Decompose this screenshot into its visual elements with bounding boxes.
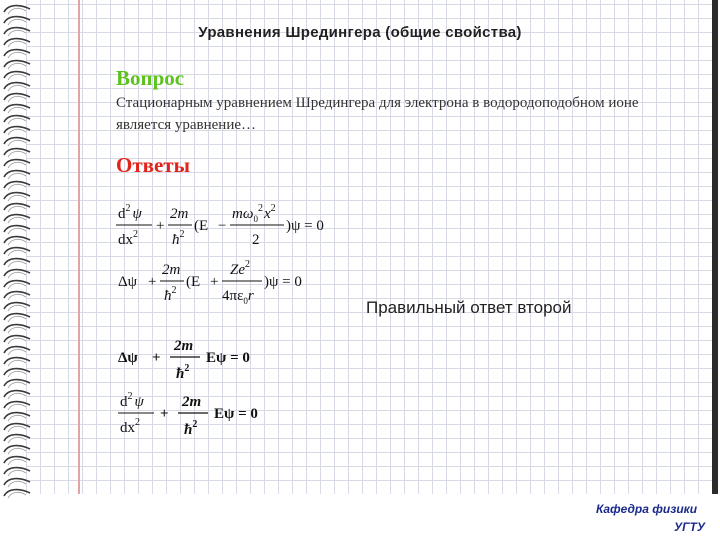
- spiral-ring: [4, 391, 30, 397]
- spiral-ring-highlight: [8, 404, 26, 410]
- svg-text:ħ2: $ħ^2$: [184, 419, 198, 438]
- question-text: Стационарным уравнением Шредингера для электрона в водородоподобном ионе является уравнение…: [116, 95, 639, 133]
- spiral-ring: [4, 292, 30, 298]
- spiral-ring: [4, 413, 30, 419]
- svg-text:mω02x2: $m\omega_0^2x^2$: [232, 203, 276, 224]
- spiral-ring: [4, 259, 30, 265]
- spiral-ring-highlight: [8, 283, 26, 289]
- spiral-ring-highlight: [8, 8, 26, 14]
- spiral-ring: [4, 116, 30, 122]
- spiral-ring-highlight: [8, 448, 26, 454]
- spiral-ring: [4, 314, 30, 320]
- spiral-ring: [4, 380, 30, 386]
- answers-heading: Ответы: [116, 153, 191, 177]
- spiral-ring-highlight: [8, 437, 26, 443]
- svg-text:+: +: [160, 406, 169, 422]
- spiral-ring-highlight: [8, 371, 26, 377]
- svg-text:−: −: [218, 218, 227, 234]
- spiral-ring: [4, 6, 30, 12]
- spiral-ring: [4, 347, 30, 353]
- spiral-ring: [4, 171, 30, 177]
- spiral-ring-highlight: [8, 162, 26, 168]
- question-heading: Вопрос: [116, 66, 185, 90]
- answer-equation-1: [112, 200, 342, 254]
- spiral-ring-highlight: [8, 85, 26, 91]
- spiral-ring: [4, 446, 30, 452]
- spiral-ring-highlight: [8, 140, 26, 146]
- spiral-ring: [4, 435, 30, 441]
- slide-title: Уравнения Шредингера (общие свойства): [198, 24, 522, 41]
- svg-text:d2ψ: $d^2$ ψ: [118, 203, 142, 222]
- spiral-ring-highlight: [8, 272, 26, 278]
- spiral-ring: [4, 61, 30, 67]
- spiral-ring-highlight: [8, 294, 26, 300]
- spiral-ring: [4, 424, 30, 430]
- svg-text:2m: 2m: [174, 338, 194, 354]
- spiral-ring: [4, 215, 30, 221]
- answer-equation-3: [112, 334, 312, 386]
- svg-text:ħ2: $ħ^2$: [164, 285, 177, 304]
- svg-text:2m: 2m: [162, 262, 181, 278]
- spiral-ring: [4, 281, 30, 287]
- svg-text:+: +: [156, 218, 165, 234]
- spiral-ring: [4, 457, 30, 463]
- spiral-ring-highlight: [8, 63, 26, 69]
- spiral-ring-highlight: [8, 118, 26, 124]
- correct-answer-note: Правильный ответ второй: [366, 298, 572, 317]
- spiral-ring-highlight: [8, 206, 26, 212]
- spiral-ring: [4, 336, 30, 342]
- spiral-ring-highlight: [8, 338, 26, 344]
- spiral-ring: [4, 17, 30, 23]
- spiral-ring: [4, 248, 30, 254]
- spiral-ring-highlight: [8, 316, 26, 322]
- svg-text:)ψ = 0: )ψ = 0: [264, 274, 302, 290]
- spiral-ring-highlight: [8, 305, 26, 311]
- svg-text:(E: (E: [194, 218, 209, 234]
- svg-text:dx2: $dx^2$: [118, 229, 138, 248]
- spiral-ring-highlight: [8, 426, 26, 432]
- spiral-ring: [4, 204, 30, 210]
- spiral-ring-highlight: [8, 382, 26, 388]
- svg-text:Ze2: Ze$^2$: [230, 259, 250, 278]
- svg-text:2m: 2m: [182, 394, 202, 410]
- spiral-ring: [4, 468, 30, 474]
- spiral-ring-highlight: [8, 217, 26, 223]
- spiral-ring: [4, 94, 30, 100]
- notebook-spiral: [0, 0, 34, 500]
- svg-text:+: +: [148, 274, 157, 290]
- spiral-ring-highlight: [8, 261, 26, 267]
- svg-text:Eψ = 0: Eψ = 0: [214, 406, 258, 422]
- spiral-ring-highlight: [8, 151, 26, 157]
- spiral-ring: [4, 479, 30, 485]
- spiral-ring: [4, 105, 30, 111]
- spiral-ring-highlight: [8, 327, 26, 333]
- spiral-ring: [4, 138, 30, 144]
- spiral-ring-highlight: [8, 481, 26, 487]
- spiral-ring-highlight: [8, 470, 26, 476]
- svg-text:2m: 2m: [170, 206, 189, 222]
- spiral-ring-highlight: [8, 52, 26, 58]
- spiral-ring: [4, 83, 30, 89]
- svg-text:Δψ: Δψ: [118, 350, 138, 366]
- spiral-ring: [4, 358, 30, 364]
- spiral-ring: [4, 226, 30, 232]
- spiral-ring-highlight: [8, 492, 26, 498]
- spiral-ring: [4, 149, 30, 155]
- spiral-ring-highlight: [8, 393, 26, 399]
- svg-text:Δψ: Δψ: [118, 274, 138, 290]
- svg-text:(E: (E: [186, 274, 201, 290]
- spiral-ring-highlight: [8, 195, 26, 201]
- svg-text:+: +: [210, 274, 219, 290]
- spiral-ring: [4, 182, 30, 188]
- svg-text:2: 2: [252, 232, 260, 248]
- spiral-ring: [4, 369, 30, 375]
- spiral-ring: [4, 160, 30, 166]
- spiral-ring: [4, 193, 30, 199]
- answer-equation-2: [112, 258, 342, 308]
- svg-text:+: +: [152, 350, 161, 366]
- footer-university: УГТУ: [674, 520, 705, 534]
- spiral-ring: [4, 72, 30, 78]
- margin-line: [78, 0, 80, 494]
- svg-text:Eψ = 0: Eψ = 0: [206, 350, 250, 366]
- spiral-ring: [4, 490, 30, 496]
- spiral-ring-highlight: [8, 415, 26, 421]
- spiral-ring-highlight: [8, 250, 26, 256]
- spiral-ring: [4, 127, 30, 133]
- spiral-ring-highlight: [8, 107, 26, 113]
- svg-text:d2ψ: $d^2$ ψ: [120, 391, 144, 410]
- svg-text:dx2: $dx^2$: [120, 417, 140, 436]
- spiral-ring: [4, 303, 30, 309]
- spiral-ring-highlight: [8, 459, 26, 465]
- spiral-ring-highlight: [8, 74, 26, 80]
- footer-department: Кафедра физики: [596, 502, 698, 516]
- spiral-ring: [4, 325, 30, 331]
- spiral-ring: [4, 402, 30, 408]
- spiral-ring: [4, 50, 30, 56]
- svg-text:)ψ = 0: )ψ = 0: [286, 218, 324, 234]
- spiral-ring-highlight: [8, 96, 26, 102]
- spiral-ring: [4, 237, 30, 243]
- answer-equation-4: [112, 388, 312, 442]
- spiral-ring-highlight: [8, 173, 26, 179]
- spiral-ring-highlight: [8, 41, 26, 47]
- spiral-ring-highlight: [8, 349, 26, 355]
- spiral-ring-highlight: [8, 129, 26, 135]
- spiral-ring: [4, 270, 30, 276]
- spiral-ring-highlight: [8, 228, 26, 234]
- svg-text:ħ2: $ħ^2$: [176, 363, 190, 382]
- right-edge-strip: [712, 0, 718, 494]
- svg-text:ħ2: $ħ^2$: [172, 229, 185, 248]
- spiral-ring-highlight: [8, 360, 26, 366]
- spiral-ring-highlight: [8, 184, 26, 190]
- spiral-ring-highlight: [8, 239, 26, 245]
- svg-text:4πε0r: $4\pi\varepsilon_0r$: [222, 288, 254, 306]
